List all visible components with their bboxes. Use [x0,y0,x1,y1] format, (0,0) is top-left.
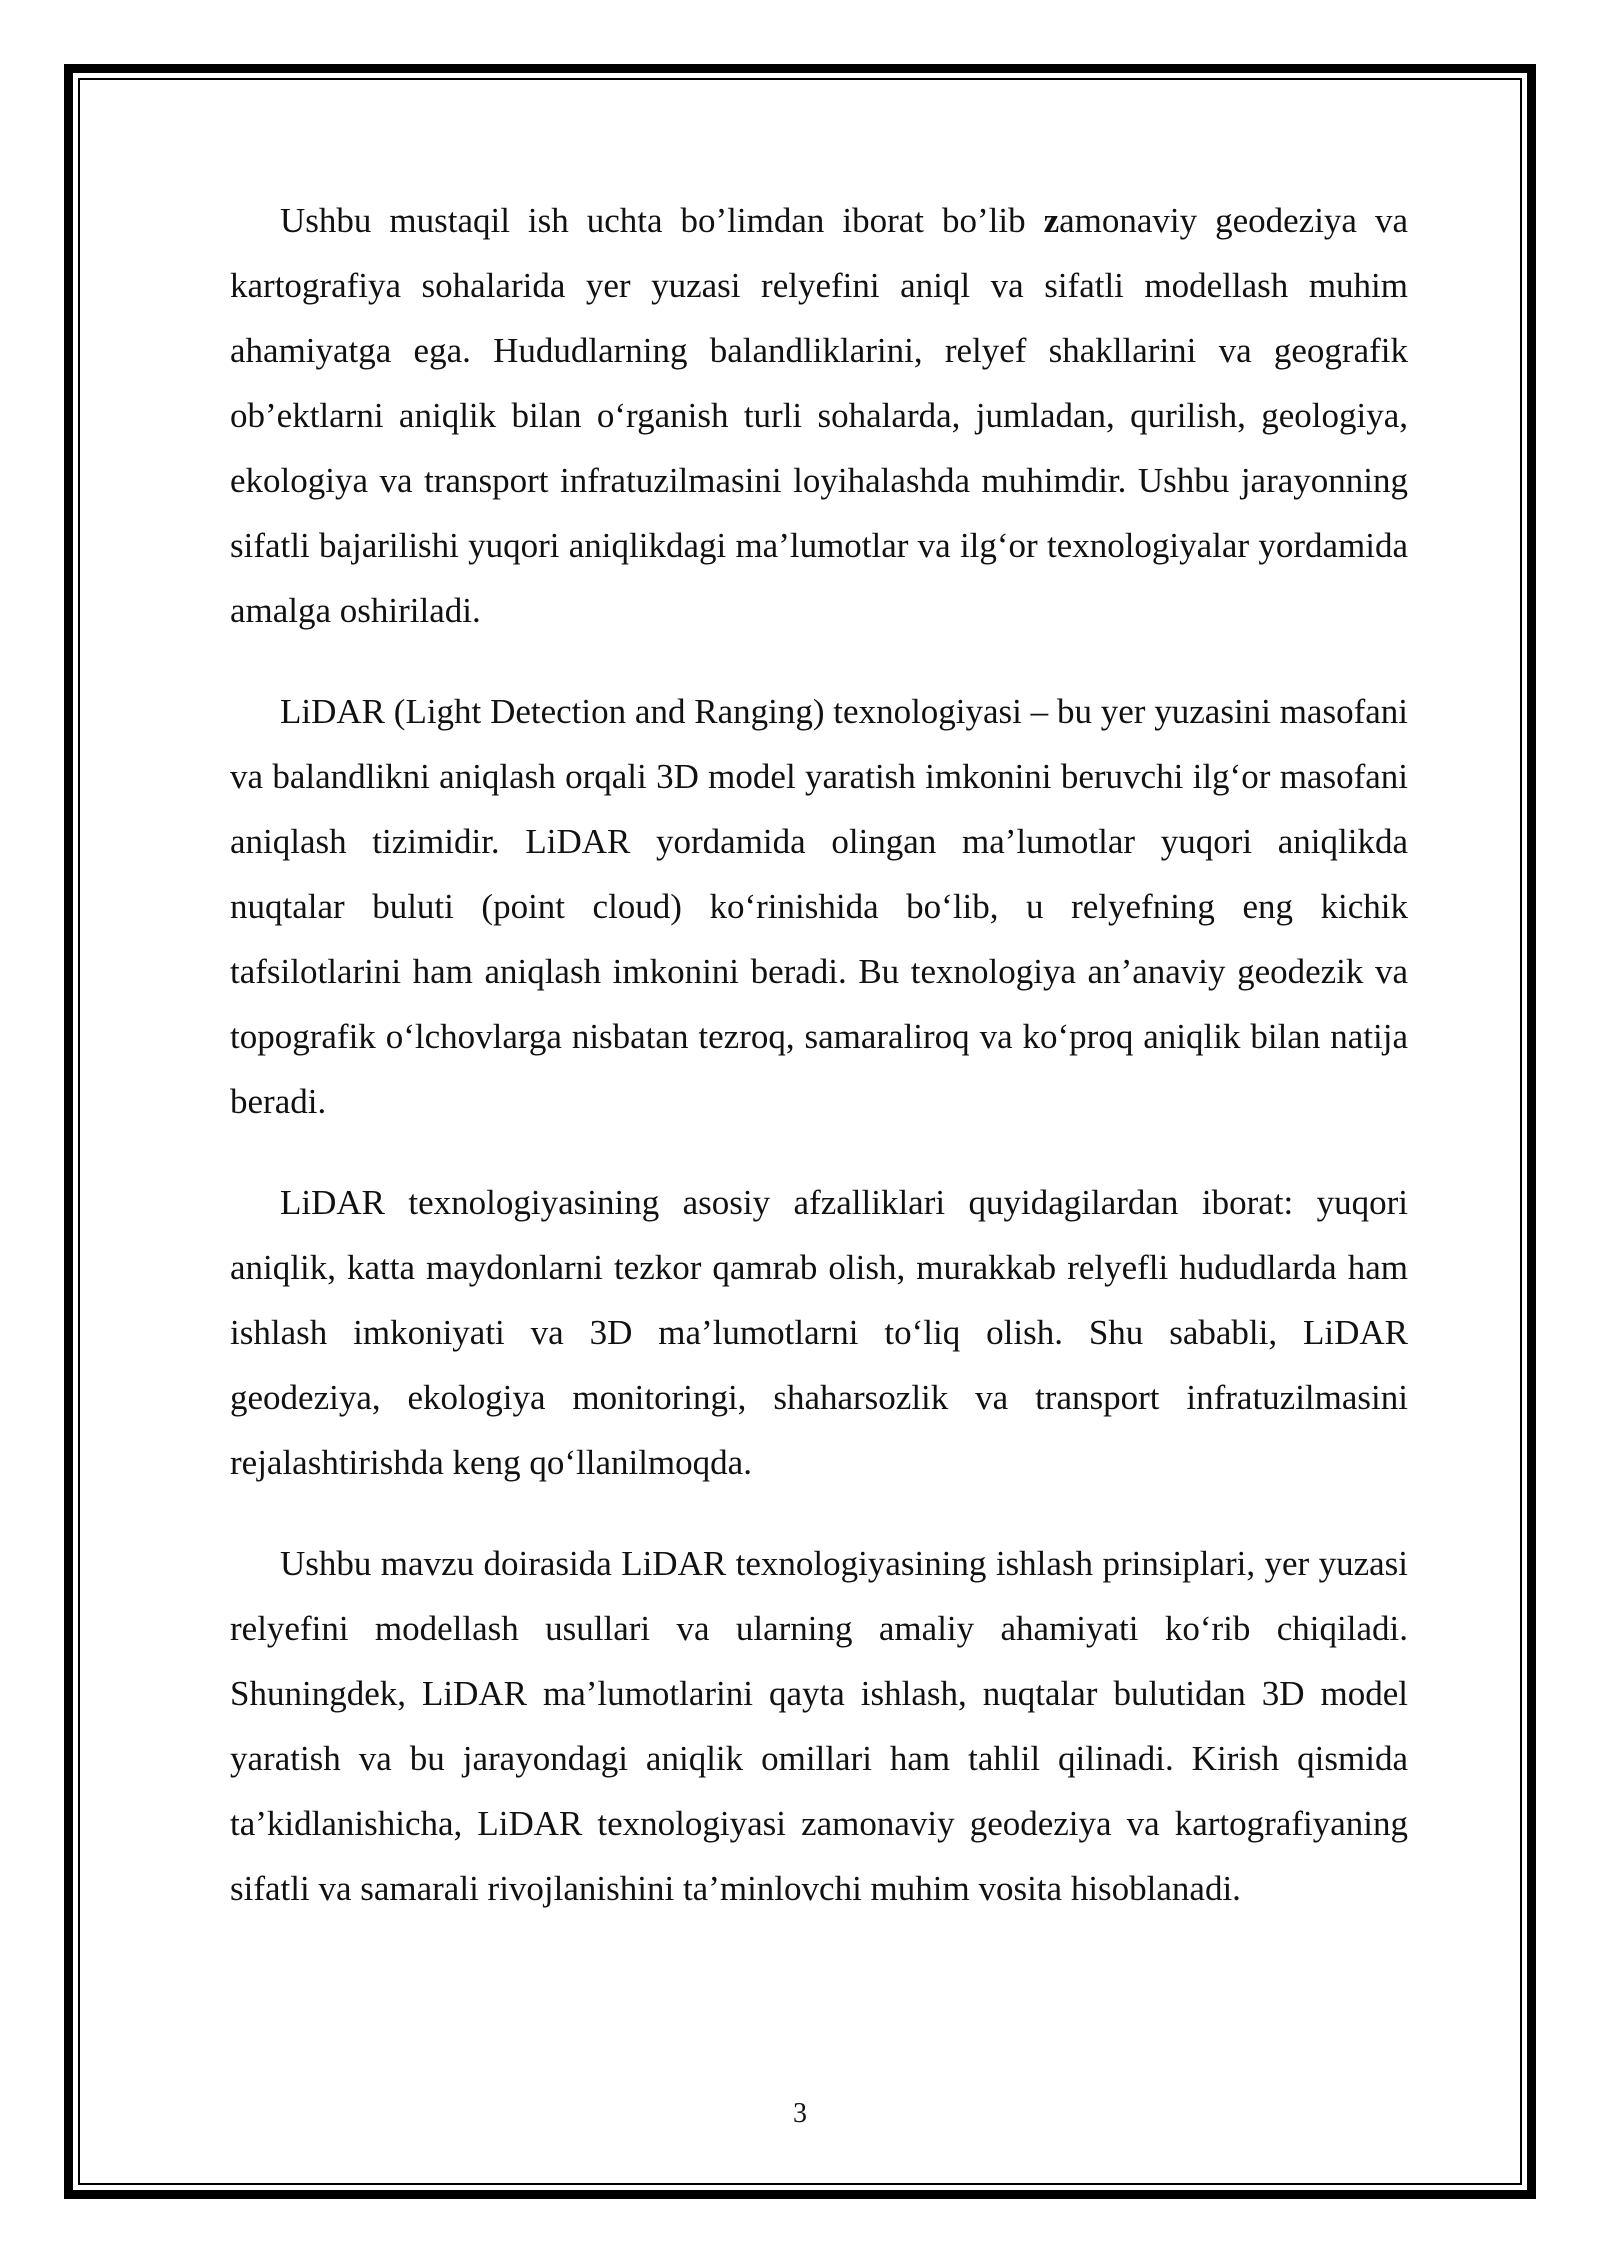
page-number: 3 [793,2098,807,2129]
paragraph-1 [230,188,1408,643]
paragraph-1-lead: Ushbu mustaqil ish uchta bo’limdan iborat bo’lib [280,201,1044,240]
paragraph-3: LiDAR texnologiyasining asosiy afzalliklari quyidagilardan iborat: yuqori aniqlik, katta maydonlarni tezkor qamrab olish, murakkab relyefli hududlarda ham ishlash imkoniyati va 3D ma’lumotlarni to‘liq olish. Shu sababli, LiDAR geodeziya, ekologiya monitoringi, shaharsozlik va transport infratuzilmasini rejalashtirishda keng qo‘llanilmoqda. [230,1183,1408,1482]
paragraph-1-rest: amonaviy geodeziya va kartografiya sohalarida yer yuzasi relyefini aniql va sifatli modellash muhim ahamiyatga ega. Hududlarning balandliklarini, relyef shakllarini va geografik ob’ektlarni aniqlik bilan o‘rganish turli sohalarda, jumladan, qurilish, geologiya, ekologiya va transport infratuzilmasini loyihalashda muhimdir. Ushbu jarayonning sifatli bajarilishi yuqori aniqlikdagi ma’lumotlar va ilg‘or texnologiyalar yordamida amalga oshiriladi. [230,201,1408,630]
paragraph-4: Ushbu mavzu doirasida LiDAR texnologiyasining ishlash prinsiplari, yer yuzasi relyefini modellash usullari va ularning amaliy ahamiyati ko‘rib chiqiladi. Shuningdek, LiDAR ma’lumotlarini qayta ishlash, nuqtalar bulutidan 3D model yaratish va bu jarayondagi aniqlik omillari ham tahlil qilinadi. Kirish qismida ta’kidlanishicha, LiDAR texnologiyasi zamonaviy geodeziya va kartografiyaning sifatli va samarali rivojlanishini ta’minlovchi muhim vosita hisoblanadi. [230,1544,1408,1908]
paragraph-2: LiDAR (Light Detection and Ranging) texnologiyasi – bu yer yuzasini masofani va balandlikni aniqlash orqali 3D model yaratish imkonini beruvchi ilg‘or masofani aniqlash tizimidir. LiDAR yordamida olingan ma’lumotlar yuqori aniqlikda nuqtalar buluti (point cloud) ko‘rinishida bo‘lib, u relyefning eng kichik tafsilotlarini ham aniqlash imkonini beradi. Bu texnologiya an’anaviy geodezik va topografik o‘lchovlarga nisbatan tezroq, samaraliroq va ko‘proq aniqlik bilan natija beradi. [230,692,1408,1121]
document-body [230,188,1408,1957]
paragraph-1-bold-letter: z [1043,201,1060,240]
